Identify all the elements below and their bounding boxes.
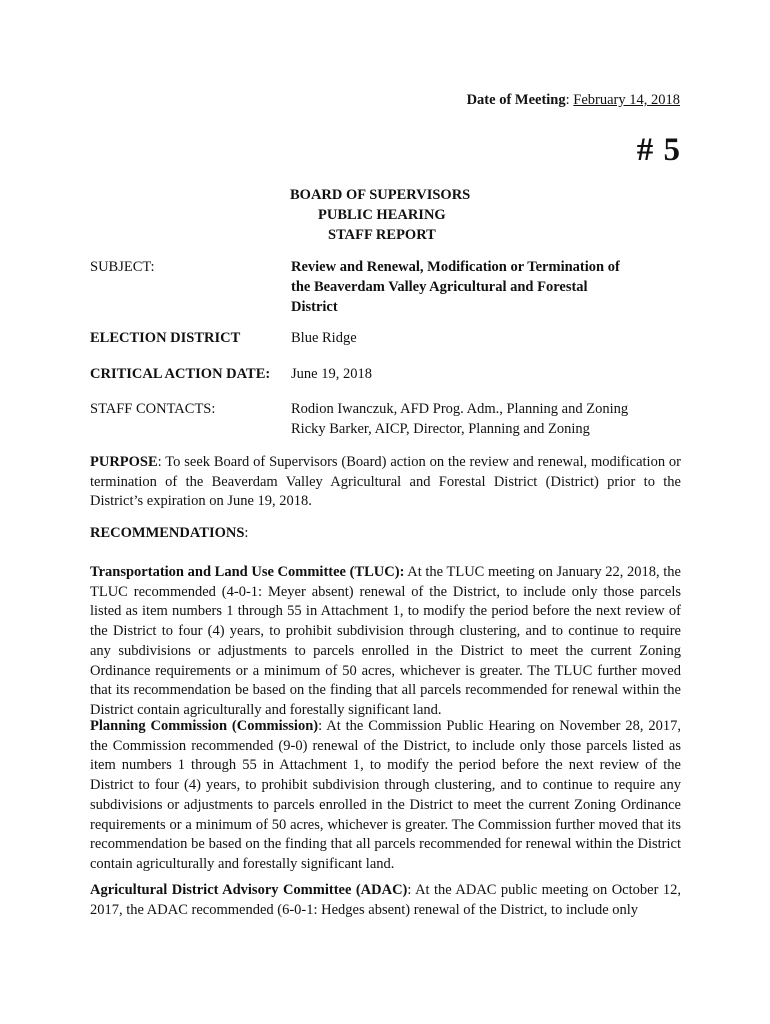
election-district-row [90, 328, 680, 348]
adac-lead: Agricultural District Advisory Committee (ADAC) [90, 882, 408, 898]
recommendations-colon: : [244, 525, 249, 541]
staff-contact-2: Ricky Barker, AICP, Director, Planning and Zoning [291, 421, 590, 437]
purpose-label: PURPOSE [90, 454, 158, 470]
purpose-text: : To seek Board of Supervisors (Board) action on the review and renewal, modification or termination of the Beaverdam Valley Agricultural and Forestal District (District) prior to the District’s expiration on June 19, 2018. [90, 454, 681, 510]
critical-action-date-row [90, 364, 680, 384]
critical-action-date-value: June 19, 2018 [291, 366, 372, 382]
adac-text: : At the ADAC public meeting on October 12, 2017, the ADAC recommended (6-0-1: Hedges absent) renewal of the District, to include only [90, 882, 681, 918]
meeting-date-line: Date of Meeting: February 14, 2018 [466, 92, 680, 108]
critical-action-date-label: CRITICAL ACTION DATE: [90, 366, 271, 382]
adac-paragraph [90, 881, 681, 920]
tluc-text: At the TLUC meeting on January 22, 2018, the TLUC recommended (4-0-1: Meyer absent) renewal of the District, to include only those parcels listed as item numbers 1 through 55 in Attachment 1, to modify the period before the next review of the District to four (4) years, to prohibit subdivision through clustering, and to continue to require any subdivisions or adjustments to parcels enrolled in the District to meet the current Zoning Ordinance requirements or a minimum of 50 acres, whichever is greater. The TLUC further moved that its recommendation be based on the finding that all parcels recommended for renewal within the District contain agriculturally and forestally significant land. [90, 564, 681, 718]
report-type: STAFF REPORT [328, 227, 436, 243]
item-number: # 5 [636, 132, 681, 168]
staff-contacts-row [90, 399, 680, 439]
commission-text: : At the Commission Public Hearing on November 28, 2017, the Commission recommended (9-0) renewal of the District, to include only those parcels listed as item numbers 1 through 55 in Attachment 1, to modify the period before the next review of the District to four (4) years, to prohibit subdivision through clustering, and to continue to require any subdivisions or adjustments to parcels enrolled in the District to meet the current Zoning Ordinance requirements or a minimum of 50 acres, whichever is greater. The Commission further moved that its recommendation be based on the finding that all parcels recommended for renewal within the District contain agriculturally and forestally significant land. [90, 718, 681, 872]
subject-value: Review and Renewal, Modification or Termination of the Beaverdam Valley Agricultural and Forestal District [291, 259, 620, 315]
staff-contact-1: Rodion Iwanczuk, AFD Prog. Adm., Planning and Zoning [291, 401, 629, 417]
commission-paragraph [90, 717, 681, 875]
meeting-date-value: February 14, 2018 [573, 92, 680, 108]
recommendations-label: RECOMMENDATIONS [90, 525, 245, 541]
election-district-label: ELECTION DISTRICT [90, 330, 241, 346]
recommendations-heading [90, 524, 681, 544]
subject-label: SUBJECT: [90, 259, 155, 275]
subject-row [90, 257, 680, 317]
tluc-paragraph [90, 563, 681, 721]
report-title-block [290, 185, 510, 245]
tluc-lead: Transportation and Land Use Committee (TLUC): [90, 564, 405, 580]
board-title: BOARD OF SUPERVISORS [290, 187, 471, 203]
purpose-paragraph [90, 453, 681, 512]
staff-contacts-label: STAFF CONTACTS: [90, 401, 216, 417]
election-district-value: Blue Ridge [291, 330, 357, 346]
commission-lead: Planning Commission (Commission) [90, 718, 319, 734]
meeting-date-label: Date of Meeting [466, 92, 566, 108]
hearing-title: PUBLIC HEARING [318, 207, 446, 223]
